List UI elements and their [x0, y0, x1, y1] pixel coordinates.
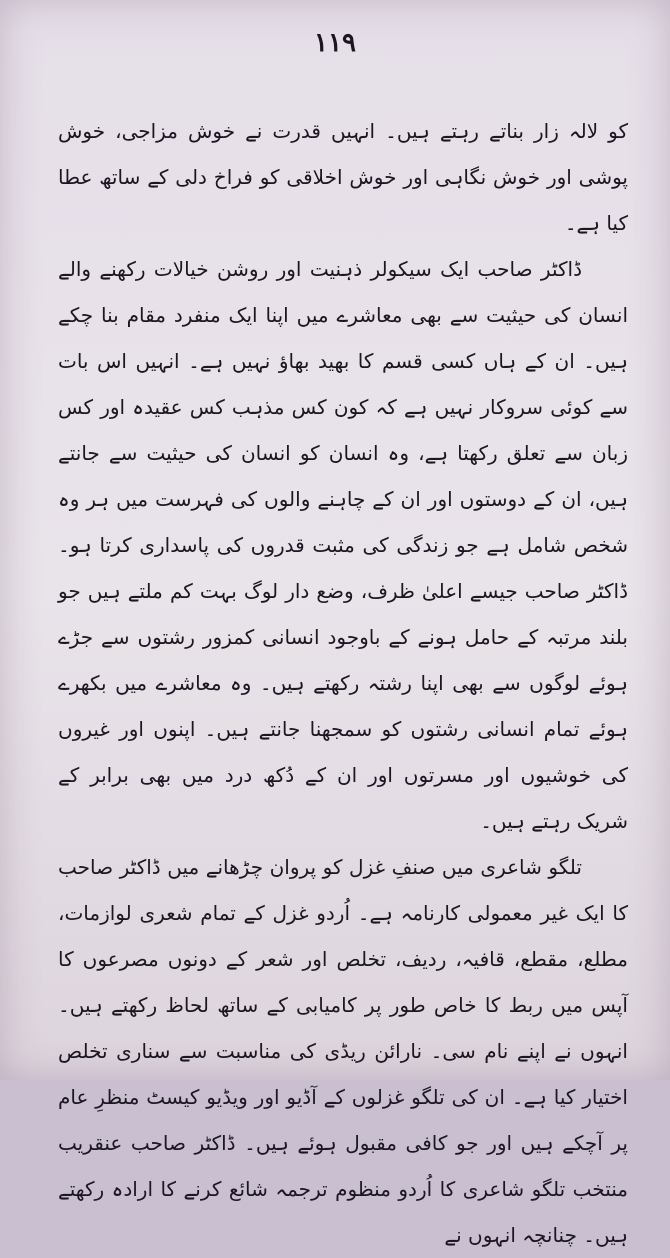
- paragraph-1: کو لالہ زار بناتے رہتے ہیں۔ انہیں قدرت نے خوش مزاجی، خوش پوشی اور خوش نگاہی اور خوش اخلاقی کو فراخ دلی کے ساتھ عطا کیا ہے۔: [58, 119, 628, 235]
- page-body: [58, 108, 628, 1258]
- paragraph-2: ڈاکٹر صاحب ایک سیکولر ذہنیت اور روشن خیالات رکھنے والے انسان کی حیثیت سے بھی معاشرے میں اپنا ایک منفرد مقام بنا چکے ہیں۔ ان کے ہاں کسی قسم کا بھید بھاؤ نہیں ہے۔ انہیں اس بات سے کوئی سروکار نہیں ہے کہ کون کس مذہب کس عقیدہ اور کس زبان سے تعلق رکھتا ہے، وہ انسان کو انسان کی حیثیت سے جانتے ہیں، ان کے دوستوں اور ان کے چاہنے والوں کی فہرست میں ہر وہ شخص شامل ہے جو زندگی کی مثبت قدروں کی پاسداری کرتا ہو۔ ڈاکٹر صاحب جیسے اعلیٰ ظرف، وضع دار لوگ بہت کم ملتے ہیں جو بلند مرتبہ کے حامل ہونے کے باوجود انسانی کمزور رشتوں سے جڑے ہوئے لوگوں سے بھی اپنا رشتہ رکھتے ہیں۔ وہ معاشرے میں بکھرے ہوئے تمام انسانی رشتوں کو سمجھنا جانتے ہیں۔ اپنوں اور غیروں کی خوشیوں اور مسرتوں اور ان کے دُکھ درد میں بھی برابر کے شریک رہتے ہیں۔: [58, 257, 628, 833]
- paragraph-3: تلگو شاعری میں صنفِ غزل کو پروان چڑھانے میں ڈاکٹر صاحب کا ایک غیر معمولی کارنامہ ہے۔ اُردو غزل کے تمام شعری لوازمات، مطلع، مقطع، قافیہ، ردیف، تخلص اور شعر کے دونوں مصرعوں کا آپس میں ربط کا خاص طور پر کامیابی کے ساتھ لحاظ رکھتے ہیں۔ انہوں نے اپنے نام سی۔ نارائن ریڈی کی مناسبت سے سناری تخلص اختیار کیا ہے۔ ان کی تلگو غزلوں کے آڈیو اور ویڈیو کیسٹ منظرِ عام پر آچکے ہیں اور جو کافی مقبول ہوئے ہیں۔ ڈاکٹر صاحب عنقریب منتخب تلگو شاعری کا اُردو منظوم ترجمہ شائع کرنے کا ارادہ رکھتے ہیں۔ چنانچہ انہوں نے: [58, 855, 628, 1247]
- page-number: ۱۱۹: [314, 28, 356, 58]
